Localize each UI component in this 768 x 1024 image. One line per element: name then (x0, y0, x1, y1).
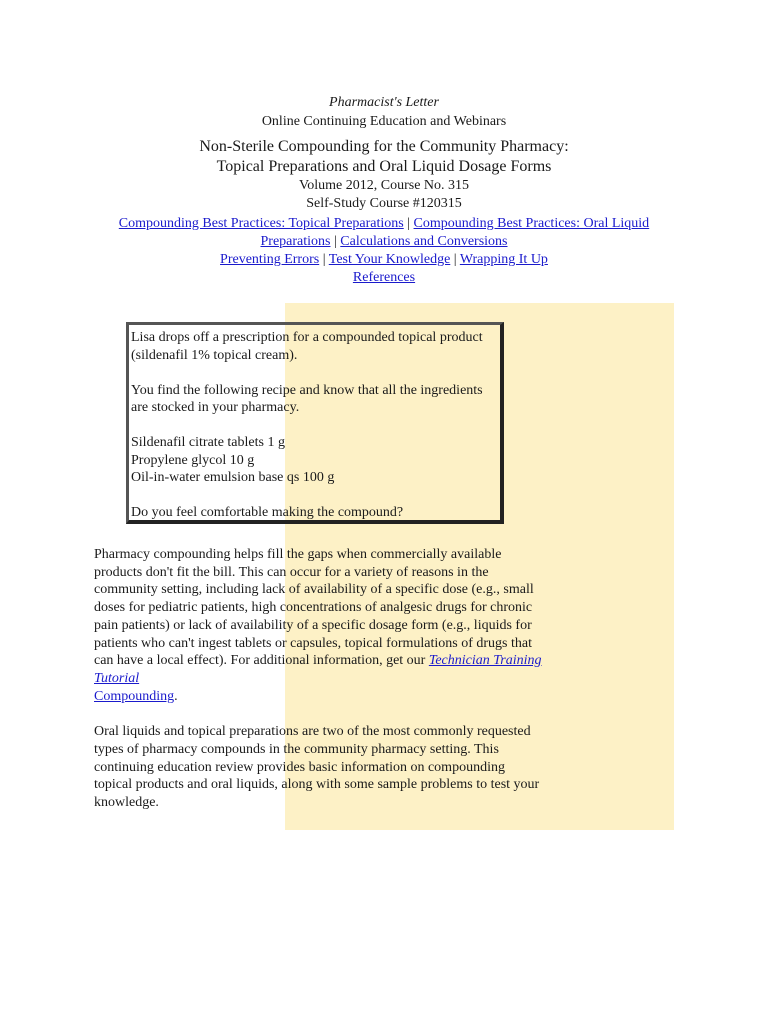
nav-separator: | (330, 234, 341, 249)
body-paragraph-1-end: . (174, 688, 178, 704)
body-paragraph-2: Oral liquids and topical preparations are two of the most commonly requested types of pharmacy compounds in the community pharmacy setting. This continuing education review provides basic information on compounding topical products and oral liquids, along with some sample problems to test your knowledge. (94, 724, 540, 811)
course-title-line1: Non-Sterile Compounding for the Community Pharmacy: (199, 138, 569, 155)
ingredient-item: Sildenafil citrate tablets 1 g (131, 435, 285, 450)
nav-link-calculations[interactable]: Calculations and Conversions (340, 234, 508, 249)
course-id: Self-Study Course #120315 (306, 196, 462, 211)
body-paragraph-1 (94, 546, 544, 705)
technician-tutorial-link[interactable]: Technician Training Tutorial Compounding (94, 653, 542, 704)
course-title (0, 137, 768, 177)
publication-subtitle: Online Continuing Education and Webinars (261, 114, 507, 129)
publication-name: Pharmacist's Letter (329, 95, 439, 110)
course-title-line2: Topical Preparations and Oral Liquid Dosage Forms (216, 158, 552, 175)
case-recipe-intro: You find the following recipe and know that all the ingredients are stocked in your pharmacy. (131, 382, 483, 415)
nav-link-test-knowledge[interactable]: Test Your Knowledge (328, 252, 451, 267)
body-text (94, 546, 544, 830)
nav-separator: | (403, 216, 414, 231)
nav-separator: | (319, 252, 329, 267)
page-header (0, 94, 768, 287)
case-scenario-box (126, 322, 504, 524)
nav-link-wrapping-up[interactable]: Wrapping It Up (459, 252, 548, 267)
nav-link-topical[interactable]: Compounding Best Practices: Topical Preparations (118, 216, 404, 231)
nav-link-references[interactable]: References (352, 270, 416, 285)
case-question: Do you feel comfortable making the compound? (131, 505, 404, 520)
nav-link-preventing-errors[interactable]: Preventing Errors (220, 252, 320, 267)
ingredient-item: Propylene glycol 10 g (131, 452, 255, 468)
volume-info: Volume 2012, Course No. 315 (298, 178, 470, 193)
case-intro: Lisa drops off a prescription for a compounded topical product (sildenafil 1% topical cream). (131, 330, 483, 363)
nav-separator: | (450, 252, 460, 267)
ingredient-list (131, 434, 500, 487)
body-paragraph-1-text: Pharmacy compounding helps fill the gaps when commercially available products don't fit the bill. This can occur for a variety of reasons in the community setting, including lack of availability of a specific dose (e.g., small doses for pediatric patients, high concentrations of analgesic drugs for chronic pain patients) or lack of availability of a specific dosage form (e.g., liquids for patients who can't ingest tablets or capsules, topical formulations of drugs that can have a local effect). For additional information, get our (94, 547, 534, 669)
ingredient-item: Oil-in-water emulsion base qs 100 g (131, 470, 335, 485)
section-nav (89, 215, 679, 287)
nav-link-oral-liquid[interactable]: Compounding Best Practices: Oral Liquid Preparations (260, 216, 650, 249)
